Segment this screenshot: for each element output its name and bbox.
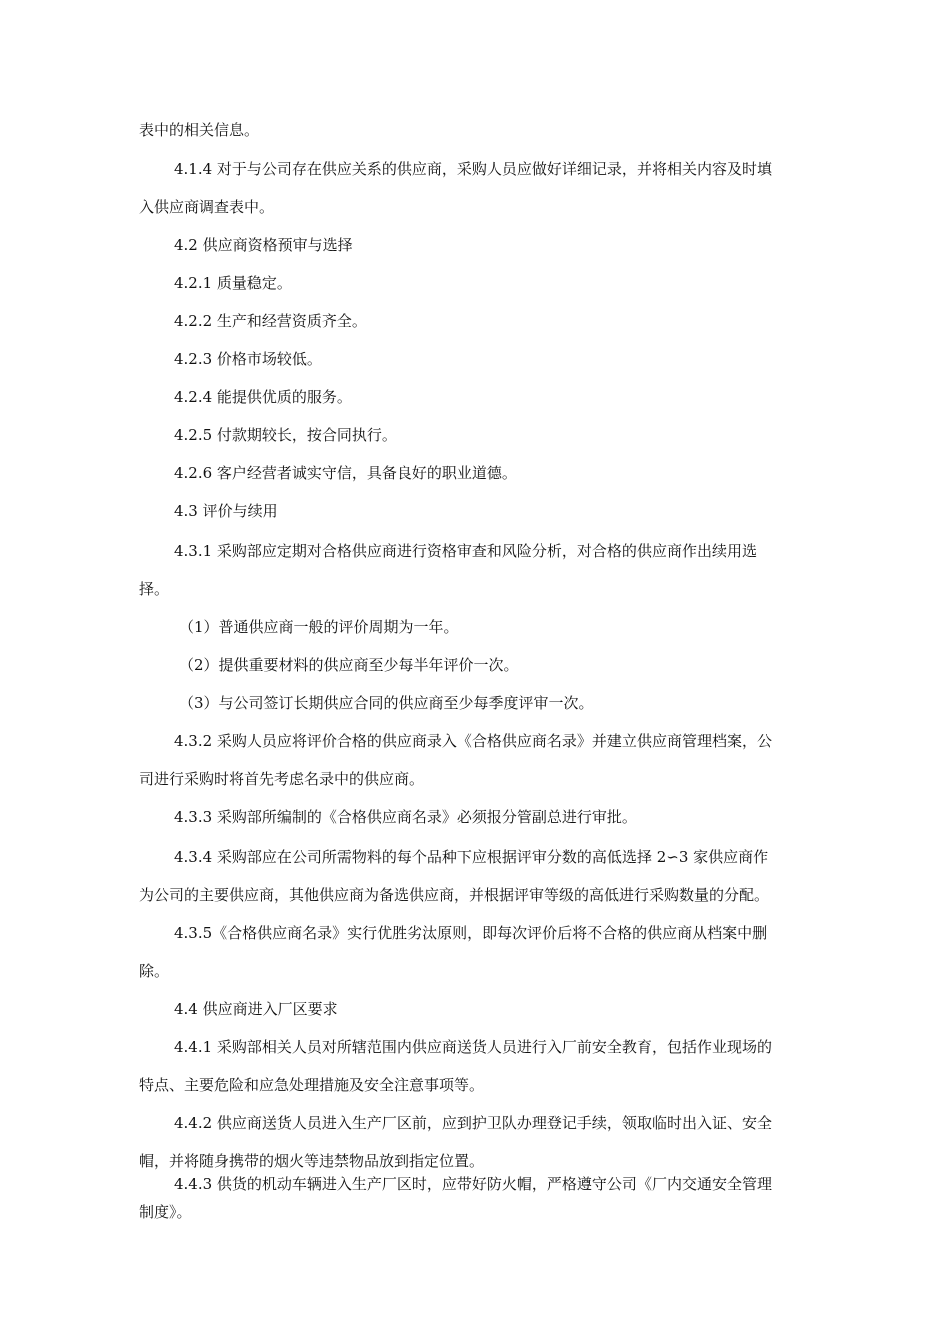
paragraph-4-3-4	[139, 838, 819, 914]
text-line: 4.2.4 能提供优质的服务。	[174, 388, 352, 406]
text-line: 4.4 供应商进入厂区要求	[174, 1000, 338, 1018]
heading-4-3	[139, 492, 819, 530]
paragraph-4-3-5	[139, 914, 819, 990]
text-line: 4.3 评价与续用	[174, 502, 278, 520]
text-line: 4.2.5 付款期较长，按合同执行。	[174, 426, 397, 444]
text-line: 制度》。	[139, 1203, 192, 1221]
text-line: 4.3.1 采购部应定期对合格供应商进行资格审查和风险分析，对合格的供应商作出续用选	[174, 542, 757, 560]
heading-4-4	[139, 990, 819, 1028]
paragraph-4-3-2	[139, 722, 819, 798]
paragraph-4-2-3	[139, 340, 819, 378]
paragraph-4-2-4	[139, 378, 819, 416]
text-line: 司进行采购时将首先考虑名录中的供应商。	[139, 770, 425, 788]
paragraph-4-1-4	[139, 150, 819, 226]
text-line: （1）普通供应商一般的评价周期为一年。	[179, 618, 459, 636]
paragraph-4-3-1	[139, 532, 819, 608]
text-line: 4.2.3 价格市场较低。	[174, 350, 322, 368]
paragraph-4-3-3	[139, 798, 819, 836]
text-line: 为公司的主要供应商，其他供应商为备选供应商，并根据评审等级的高低进行采购数量的分配。	[139, 886, 770, 904]
text-line: 帽，并将随身携带的烟火等违禁物品放到指定位置。	[139, 1152, 485, 1170]
text-line: 4.3.2 采购人员应将评价合格的供应商录入《合格供应商名录》并建立供应商管理档案，公	[174, 732, 772, 750]
text-line: 4.3.5《合格供应商名录》实行优胜劣汰原则，即每次评价后将不合格的供应商从档案中删	[174, 924, 768, 942]
text-line: 4.4.1 采购部相关人员对所辖范围内供应商送货人员进行入厂前安全教育，包括作业现场的	[174, 1038, 772, 1056]
heading-4-2	[139, 226, 819, 264]
paragraph-4-4-2	[139, 1104, 819, 1180]
text-line: 4.2.6 客户经营者诚实守信，具备良好的职业道德。	[174, 464, 517, 482]
paragraph-4-2-6	[139, 454, 819, 492]
text-line: 4.3.3 采购部所编制的《合格供应商名录》必须报分管副总进行审批。	[174, 808, 637, 826]
text-line: 择。	[139, 580, 170, 598]
text-line: 4.2.1 质量稳定。	[174, 274, 292, 292]
text-line: 特点、主要危险和应急处理措施及安全注意事项等。	[139, 1076, 485, 1094]
paragraph-4-2-5	[139, 416, 819, 454]
text-line: 4.2.2 生产和经营资质齐全。	[174, 312, 367, 330]
text-line: （3）与公司签订长期供应合同的供应商至少每季度评审一次。	[179, 694, 594, 712]
list-item-1	[139, 608, 819, 646]
text-line: 表中的相关信息。	[139, 121, 260, 139]
text-line: 4.2 供应商资格预审与选择	[174, 236, 353, 254]
text-line: （2）提供重要材料的供应商至少每半年评价一次。	[179, 656, 519, 674]
text-line: 4.4.3 供货的机动车辆进入生产厂区时，应带好防火帽，严格遵守公司《厂内交通安全管理	[174, 1175, 772, 1193]
text-line: 4.1.4 对于与公司存在供应关系的供应商，采购人员应做好详细记录，并将相关内容及时填	[174, 160, 772, 178]
list-item-2	[139, 646, 819, 684]
list-item-3	[139, 684, 819, 722]
paragraph-4-4-1	[139, 1028, 819, 1104]
text-line: 4.3.4 采购部应在公司所需物料的每个品种下应根据评审分数的高低选择 2∽3 家供应商作	[174, 848, 769, 866]
paragraph-4-2-1	[139, 264, 819, 302]
paragraph-4-2-2	[139, 302, 819, 340]
text-line: 4.4.2 供应商送货人员进入生产厂区前，应到护卫队办理登记手续，领取临时出入证、安全	[174, 1114, 772, 1132]
paragraph-4-4-3	[139, 1170, 819, 1226]
text-line: 除。	[139, 962, 170, 980]
paragraph-continuation	[139, 111, 819, 149]
text-line: 入供应商调查表中。	[139, 198, 275, 216]
